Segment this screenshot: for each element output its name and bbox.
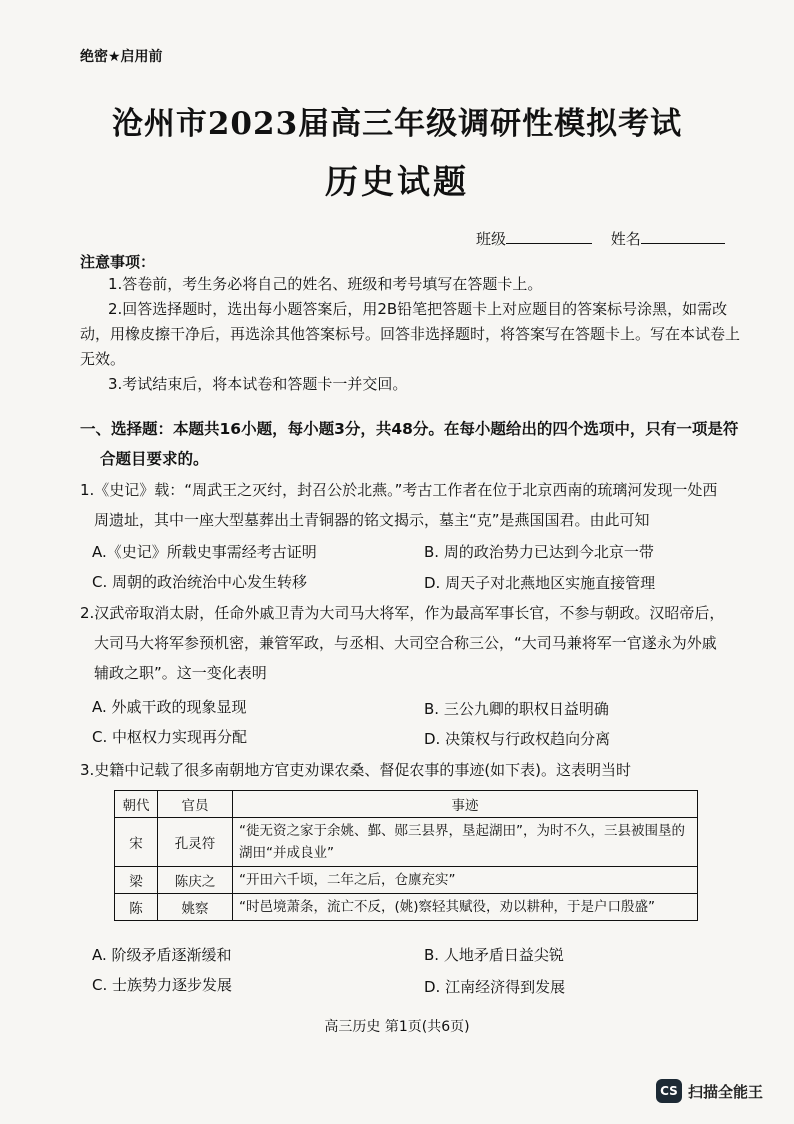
name-blank (641, 229, 725, 244)
table-cell-dynasty: 梁 (115, 867, 158, 894)
q3-option-c: C. 士族势力逐步发展 (92, 976, 233, 994)
q3-option-b: B. 人地矛盾日益尖锐 (424, 946, 564, 964)
question-3-table (114, 790, 698, 921)
table-row (115, 894, 698, 921)
table-header-deeds: 事迹 (233, 791, 698, 818)
camscanner-label: 扫描全能王 (688, 1082, 764, 1101)
q3-option-d: D. 江南经济得到发展 (424, 978, 566, 996)
name-label: 姓名 (610, 230, 641, 248)
table-header-row (115, 791, 698, 818)
notice-item-1: 1.答卷前，考生务必将自己的姓名、班级和考号填写在答题卡上。 (108, 275, 543, 293)
section-heading-line1: 一、选择题：本题共16小题，每小题3分，共48分。在每小题给出的四个选项中，只有一项是符 (80, 420, 739, 438)
q2-option-b: B. 三公九卿的职权日益明确 (424, 700, 609, 718)
question-1 (80, 475, 744, 535)
student-info-line (476, 228, 725, 249)
table-row (115, 867, 698, 894)
question-2-line1: 2.汉武帝取消太尉，任命外戚卫青为大司马大将军，作为最高军事长官，不参与朝政。汉昭帝后， (80, 604, 725, 622)
table-cell-deeds: “徙无资之家于余姚、鄞、郧三县界，垦起湖田”，为时不久，三县被围垦的湖田“并成良业” (233, 818, 698, 867)
table-row (115, 818, 698, 867)
page-footer: 高三历史 第1页(共6页) (324, 1019, 470, 1035)
question-1-line2: 周遗址，其中一座大型墓葬出土青铜器的铭文揭示，墓主“克”是燕国国君。由此可知 (94, 511, 650, 529)
q2-option-d: D. 决策权与行政权趋向分离 (424, 730, 611, 748)
question-2 (80, 598, 744, 688)
notice-item-3: 3.考试结束后，将本试卷和答题卡一并交回。 (108, 375, 408, 393)
q1-option-c: C. 周朝的政治统治中心发生转移 (92, 573, 308, 591)
question-2-line2: 大司马大将军参预机密，兼管军政，与丞相、大司空合称三公，“大司马兼将军一官遂永为外戚 (94, 634, 717, 652)
table-cell-official: 陈庆之 (158, 867, 233, 894)
table-cell-dynasty: 宋 (115, 818, 158, 867)
table-header-official: 官员 (158, 791, 233, 818)
table-cell-dynasty: 陈 (115, 894, 158, 921)
q1-option-a: A.《史记》所载史事需经考古证明 (92, 543, 317, 561)
scanner-watermark (656, 1079, 763, 1103)
question-2-line3: 辅政之职”。这一变化表明 (94, 664, 267, 682)
class-blank (506, 229, 592, 244)
question-1-line1: 1.《史记》载：“周武王之灭纣，封召公於北燕。”考古工作者在位于北京西南的琉璃河发现一处西 (80, 481, 718, 499)
table-cell-deeds: “开田六千顷，二年之后，仓廪充实” (233, 867, 698, 894)
table-cell-deeds: “时邑境萧条，流亡不反，(姚)察轻其赋役，劝以耕种，于是户口殷盛” (233, 894, 698, 921)
exam-subtitle: 历史试题 (325, 162, 469, 201)
camscanner-logo: CS (656, 1079, 682, 1103)
table-header-dynasty: 朝代 (115, 791, 158, 818)
class-label: 班级 (476, 230, 507, 248)
question-3-line1: 3.史籍中记载了很多南朝地方官吏劝课农桑、督促农事的事迹(如下表)。这表明当时 (80, 761, 632, 779)
table-cell-official: 姚察 (158, 894, 233, 921)
notice-item-2: 2.回答选择题时，选出每小题答案后，用2B铅笔把答题卡上对应题目的答案标号涂黑，如需改动，用橡皮擦干净后，再选涂其他答案标号。回答非选择题时，将答案写在答题卡上。写在本试卷上无效。 (80, 300, 741, 368)
q2-option-c: C. 中枢权力实现再分配 (92, 728, 248, 746)
q3-option-a: A. 阶级矛盾逐渐缓和 (92, 946, 232, 964)
section-heading-line2: 合题目要求的。 (100, 450, 209, 468)
q1-option-d: D. 周天子对北燕地区实施直接管理 (424, 574, 656, 592)
q1-option-b: B. 周的政治势力已达到今北京一带 (424, 543, 654, 561)
notice-heading: 注意事项： (80, 253, 156, 271)
question-3 (80, 755, 744, 785)
exam-title: 沧州市2023届高三年级调研性模拟考试 (111, 106, 683, 142)
table-cell-official: 孔灵符 (158, 818, 233, 867)
q2-option-a: A. 外戚干政的现象显现 (92, 698, 247, 716)
confidential-label: 绝密★启用前 (80, 49, 163, 65)
section-heading (80, 414, 744, 474)
